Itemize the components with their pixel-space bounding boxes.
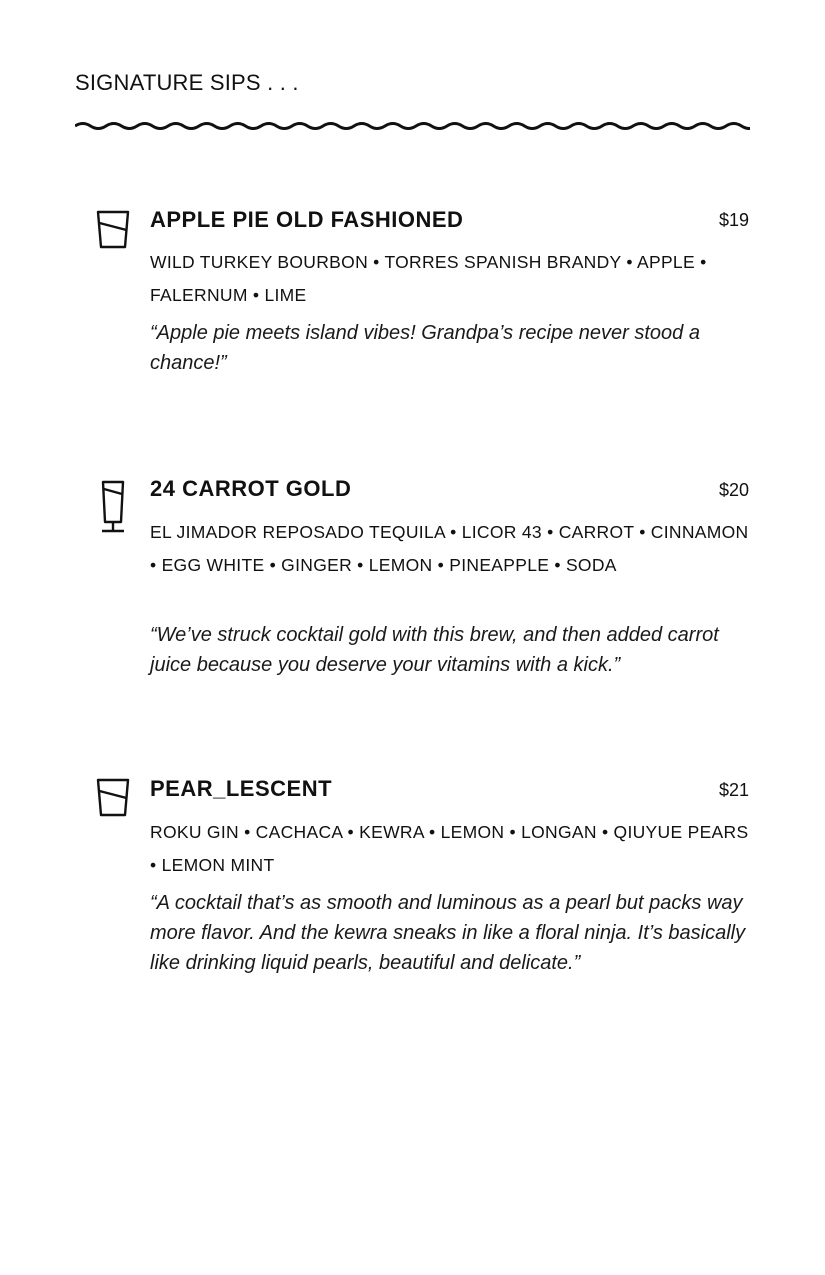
item-ingredients: ROKU GIN • CACHACA • KEWRA • LEMON • LONGAN • QIUYUE PEARS • LEMON MINT	[150, 822, 749, 875]
item-name: APPLE PIE OLD FASHIONED	[150, 207, 464, 232]
item-name: PEAR_LESCENT	[150, 776, 333, 801]
item-ingredients: EL JIMADOR REPOSADO TEQUILA • LICOR 43 • CARROT • CINNAMON • EGG WHITE • GINGER • LEMON • PINEAPPLE • SODA	[150, 522, 749, 575]
rocks-glass-icon	[96, 778, 130, 818]
item-quote: “We’ve struck cocktail gold with this brew, and then added carrot juice because you deserve your vitamins with a kick.”	[150, 624, 719, 676]
item-price: $20	[718, 480, 749, 500]
item-ingredients: WILD TURKEY BOURBON • TORRES SPANISH BRANDY • APPLE • FALERNUM • LIME	[150, 252, 707, 305]
item-price: $21	[718, 780, 749, 800]
item-quote: “A cocktail that’s as smooth and luminous as a pearl but packs way more flavor. And the kewra sneaks in like a floral ninja. It’s basically like drinking liquid pearls, beautiful and delicate.”	[150, 892, 746, 974]
item-price: $19	[718, 210, 749, 230]
item-quote: “Apple pie meets island vibes! Grandpa’s recipe never stood a chance!”	[150, 322, 700, 374]
rocks-glass-icon	[96, 210, 130, 250]
section-title: SIGNATURE SIPS . . .	[75, 70, 299, 95]
wave-divider	[75, 118, 750, 134]
item-name: 24 CARROT GOLD	[150, 476, 352, 501]
tall-glass-icon	[100, 480, 126, 534]
